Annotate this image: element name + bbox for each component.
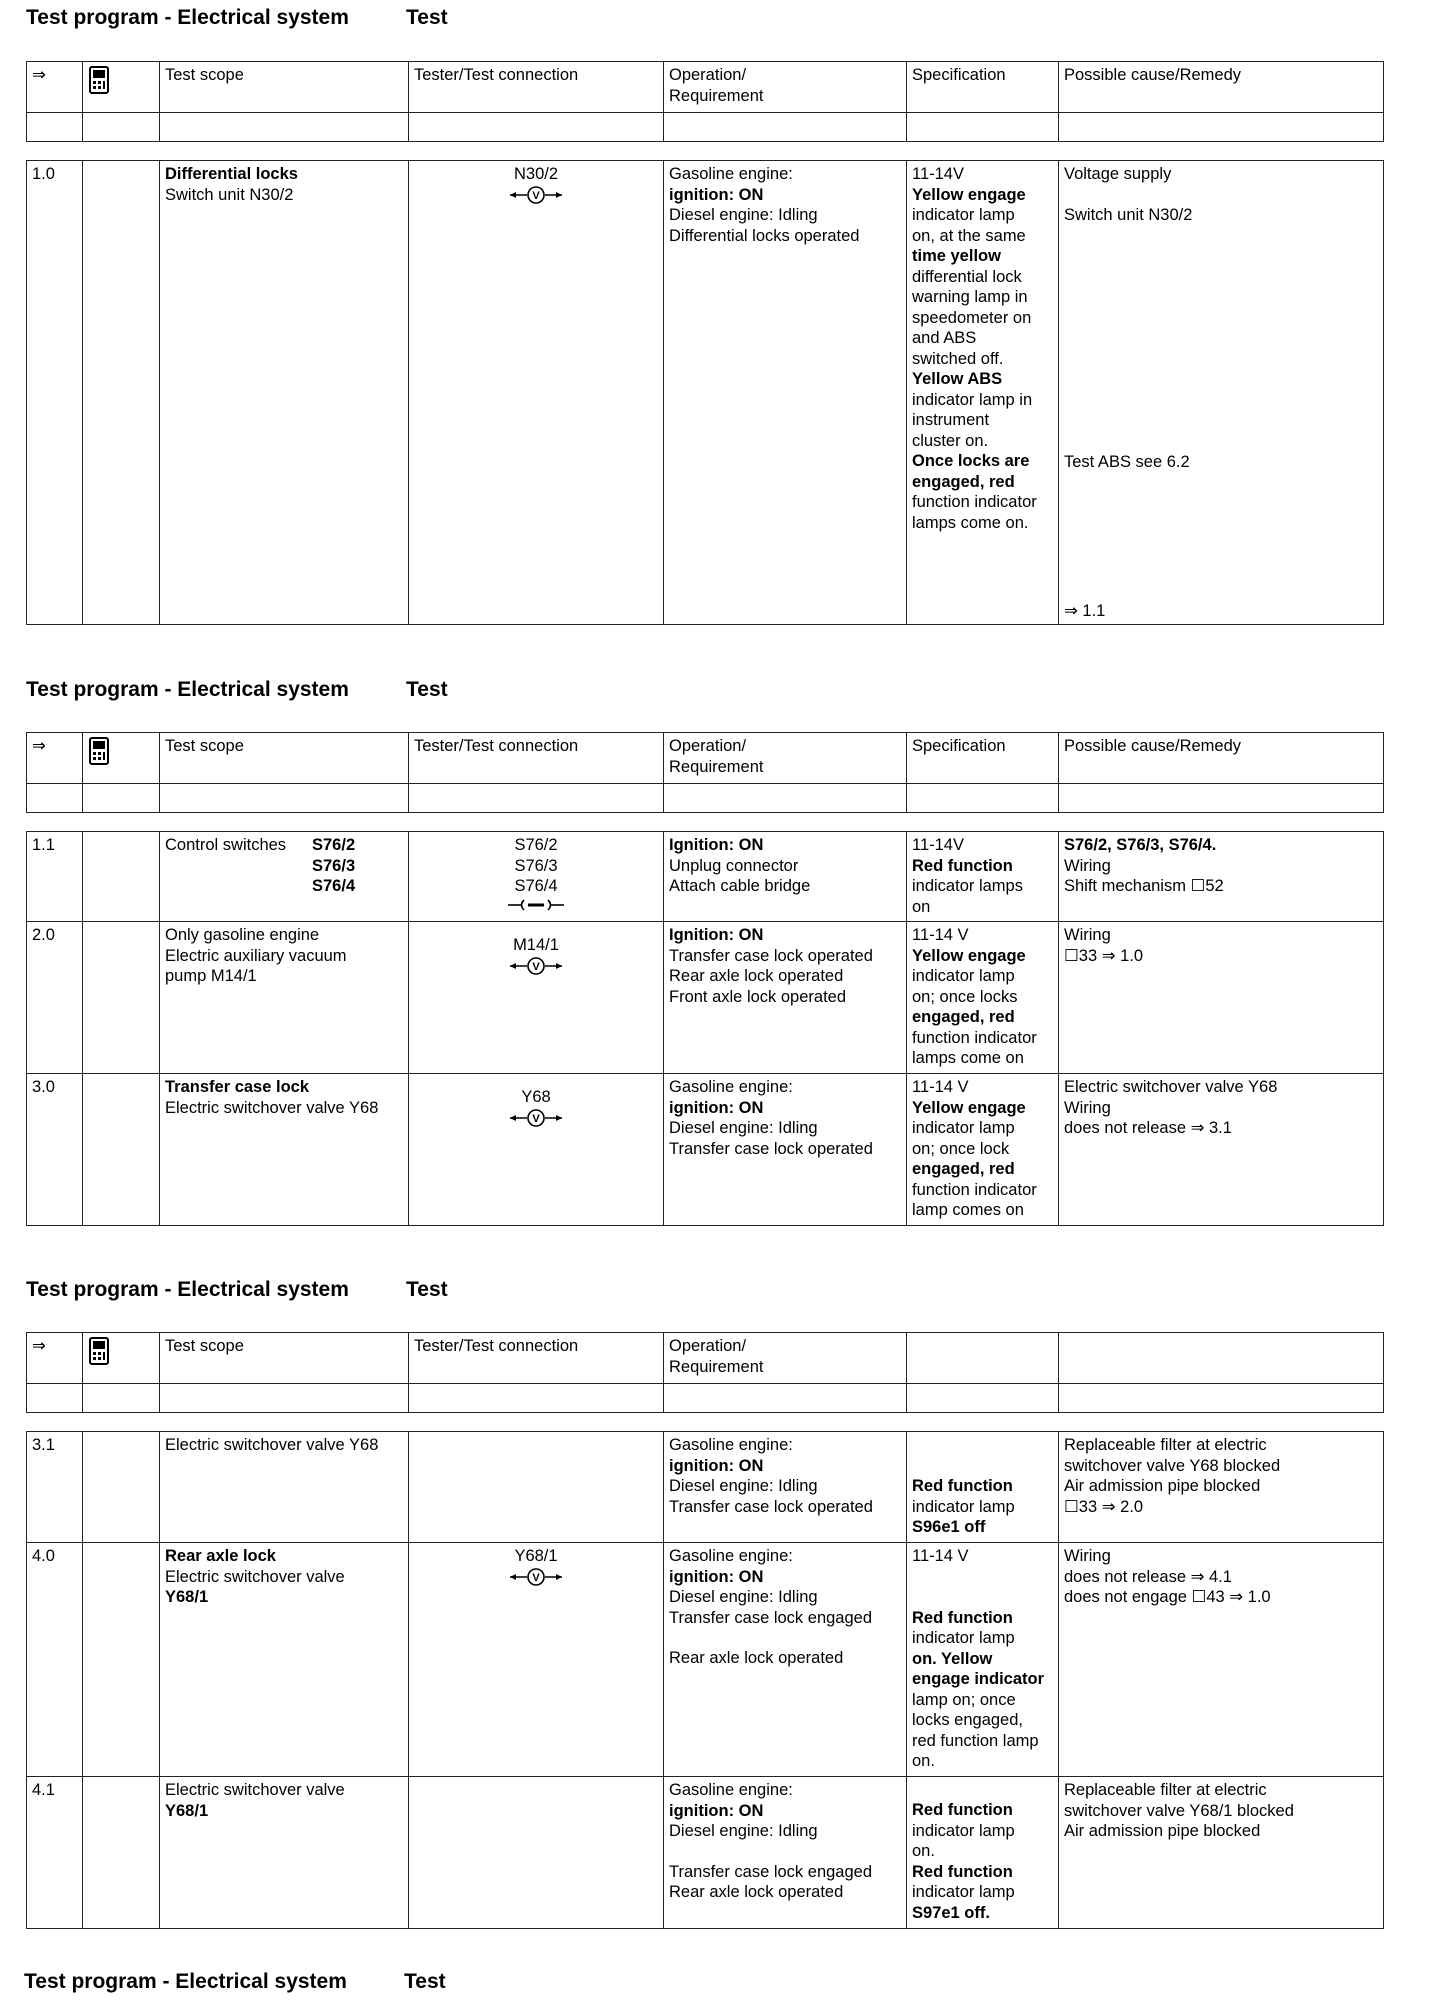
remedy-line: Replaceable filter at electric [1064, 1436, 1267, 1454]
operation-header-line: Requirement [669, 1357, 764, 1376]
operation-line: Gasoline engine: [669, 165, 793, 183]
step-number: 3.0 [27, 1074, 83, 1226]
header-row [27, 1333, 1384, 1384]
operation-line: Rear axle lock operated [669, 967, 844, 985]
spec-line: Yellow engage [912, 1098, 1026, 1117]
spec-line: function indicator [912, 1180, 1037, 1199]
test-scope-header: Test scope [160, 1333, 409, 1384]
section-subtitle: Test [406, 1278, 448, 1301]
spec-line: and ABS [912, 329, 977, 347]
header-row [27, 62, 1384, 113]
specification [907, 832, 1059, 922]
operation-header-line: Operation/ [669, 737, 747, 755]
operation-line: Diesel engine: Idling [669, 1119, 818, 1137]
specification [907, 161, 1059, 625]
test-scope [160, 832, 409, 922]
remedy [1059, 922, 1384, 1074]
spec-line: lamp comes on [912, 1201, 1024, 1219]
tester-connection [409, 1432, 664, 1543]
operation-line: Diesel engine: Idling [669, 1588, 818, 1606]
operation [664, 1432, 907, 1543]
table-row [27, 1432, 1384, 1543]
section-title-text: Test program - Electrical system [26, 6, 349, 29]
operation-header [664, 62, 907, 113]
scope-line: Only gasoline engine [165, 926, 320, 944]
remedy-line: Replaceable filter at electric [1064, 1781, 1267, 1799]
spec-line: differential lock [912, 267, 1022, 286]
test-scope [160, 161, 409, 625]
operation [664, 1074, 907, 1226]
operation-line: Front axle lock operated [669, 987, 847, 1006]
table-row [27, 922, 1384, 1074]
remedy-line: Shift mechanism ☐52 [1064, 877, 1224, 895]
test-scope [160, 1432, 409, 1543]
specification [907, 922, 1059, 1074]
test-scope-header: Test scope [160, 733, 409, 784]
spec-line: engaged, red [912, 1008, 1015, 1026]
tester-connection [409, 1777, 664, 1929]
table-row [27, 161, 1384, 625]
spec-line: time yellow [912, 247, 1001, 265]
spec-line: 11-14 V [912, 926, 969, 944]
section-title [26, 678, 448, 702]
spec-line: S97e1 off. [912, 1903, 990, 1922]
remedy [1059, 161, 1384, 625]
test-scope [160, 1777, 409, 1929]
operation-line: Transfer case lock operated [669, 1497, 873, 1516]
step-number: 2.0 [27, 922, 83, 1074]
scope-line: pump M14/1 [165, 967, 257, 985]
arrow-header: ⇒ [27, 1333, 83, 1384]
spec-line: on [912, 897, 931, 916]
operation-line: Diesel engine: Idling [669, 1477, 818, 1495]
step-number: 1.0 [27, 161, 83, 625]
section-title-text: Test program - Electrical system [26, 678, 349, 701]
spec-line: Yellow engage [912, 946, 1026, 965]
operation [664, 922, 907, 1074]
table-row [27, 832, 1384, 922]
operation [664, 1777, 907, 1929]
operation-line [669, 835, 901, 856]
voltmeter-symbol-icon [508, 1573, 564, 1591]
remedy-line: Air admission pipe blocked [1064, 1822, 1261, 1840]
test-scope-header: Test scope [160, 62, 409, 113]
spec-line: on, at the same [912, 226, 1026, 245]
step-number: 4.0 [27, 1543, 83, 1777]
spec-line: engaged, red [912, 472, 1015, 491]
section-title [26, 1278, 448, 1302]
voltmeter-symbol-icon [508, 1114, 564, 1132]
section-subtitle: Test [406, 6, 448, 29]
spec-line: indicator lamp [912, 967, 1015, 985]
tester-connection-label: Y68/1 [514, 1547, 558, 1565]
section-title [26, 6, 448, 30]
spec-line: Red function [912, 1477, 1013, 1495]
spec-line: switched off. [912, 349, 1004, 368]
operation-line: ignition: ON [669, 1801, 764, 1820]
remedy-line: switchover valve Y68/1 blocked [1064, 1801, 1294, 1820]
operation-line: ignition: ON [669, 185, 764, 204]
spec-line: 11-14V [912, 836, 964, 854]
spec-line: warning lamp in [912, 288, 1028, 306]
spec-line: engaged, red [912, 1160, 1015, 1178]
spec-line: engage indicator [912, 1670, 1045, 1688]
step-number: 4.1 [27, 1777, 83, 1929]
remedy-next-step-link[interactable]: ⇒ 1.1 [1064, 602, 1106, 620]
tester-connection-label: Y68 [521, 1088, 551, 1106]
spec-line: Red function [912, 1608, 1013, 1627]
spec-line: function indicator [912, 493, 1037, 511]
scope-line: Electric auxiliary vacuum [165, 946, 347, 965]
specification-header: Specification [907, 62, 1059, 113]
header-subrow [27, 113, 1384, 142]
tester-connection-label: S76/4 [514, 877, 558, 895]
spec-line: Yellow ABS [912, 370, 1003, 388]
remedy [1059, 1432, 1384, 1543]
tester-connection-label: M14/1 [513, 936, 559, 954]
svg-text:V: V [532, 960, 540, 973]
operation-line: Attach cable bridge [669, 877, 811, 895]
remedy [1059, 832, 1384, 922]
tester-cell [83, 1543, 160, 1777]
remedy-line: Test ABS see 6.2 [1064, 453, 1190, 471]
remedy-line: Air admission pipe blocked [1064, 1477, 1261, 1495]
spec-line: Yellow engage [912, 185, 1026, 204]
tester-cell [83, 1432, 160, 1543]
spec-line: locks engaged, [912, 1711, 1023, 1729]
tester-cell [83, 1074, 160, 1226]
section-subtitle: Test [404, 1970, 446, 1993]
operation-line: Rear axle lock operated [669, 1649, 844, 1667]
section-title [24, 1970, 446, 1994]
tester-header: Tester/Test connection [409, 62, 664, 113]
test-scope [160, 1074, 409, 1226]
remedy-link[interactable]: does not release ⇒ 3.1 [1064, 1119, 1232, 1137]
tester-connection [409, 161, 664, 625]
remedy-line [1064, 205, 1378, 226]
operation-header-line: Requirement [669, 757, 764, 776]
spec-line: cluster on. [912, 431, 989, 450]
spec-line: Red function [912, 1801, 1013, 1819]
operation-line: Ignition: ON [669, 926, 764, 944]
spec-line: 11-14V [912, 165, 964, 183]
scope-line: Transfer case lock [165, 1078, 310, 1096]
spec-line: indicator lamp [912, 206, 1015, 224]
step-number: 3.1 [27, 1432, 83, 1543]
header-table [26, 61, 1384, 142]
tester-cell [83, 161, 160, 625]
operation [664, 1543, 907, 1777]
scope-line: Rear axle lock [165, 1547, 276, 1565]
scope-line: Electric switchover valve Y68 [165, 1436, 379, 1454]
specification [907, 1432, 1059, 1543]
scope-line: Switch unit N30/2 [165, 185, 294, 204]
table-row [27, 1777, 1384, 1929]
spec-line: 11-14 V [912, 1547, 969, 1565]
header-table [26, 1332, 1384, 1413]
spec-line: indicator lamps [912, 877, 1023, 895]
remedy-link[interactable]: does not engage ☐43 ⇒ 1.0 [1064, 1588, 1271, 1606]
spec-line: instrument [912, 411, 990, 429]
remedy-link[interactable]: ☐33 ⇒ 2.0 [1064, 1497, 1144, 1516]
remedy-link[interactable]: ☐33 ⇒ 1.0 [1064, 946, 1144, 965]
operation-line: Rear axle lock operated [669, 1883, 844, 1901]
tester-connection [409, 922, 664, 1074]
operation-header [664, 733, 907, 784]
specification-header [907, 1333, 1059, 1384]
spec-line: lamps come on [912, 1049, 1024, 1067]
spec-line: on. [912, 1842, 935, 1860]
test-scope [160, 1543, 409, 1777]
remedy-line: Voltage supply [1064, 165, 1172, 183]
spec-line: indicator lamp [912, 1821, 1015, 1840]
operation-line: Diesel engine: Idling [669, 1822, 818, 1840]
header-subrow [27, 784, 1384, 813]
scope-line: Y68/1 [165, 1801, 209, 1820]
tester-cell [83, 1777, 160, 1929]
tester-header: Tester/Test connection [409, 1333, 664, 1384]
tester-header: Tester/Test connection [409, 733, 664, 784]
section-subtitle: Test [406, 678, 448, 701]
voltmeter-symbol-icon [508, 962, 564, 980]
operation-line: Gasoline engine: [669, 1078, 793, 1096]
remedy-line: switchover valve Y68 blocked [1064, 1456, 1281, 1475]
operation-line: Transfer case lock engaged [669, 1862, 873, 1881]
scope-line: Electric switchover valve [165, 1567, 345, 1586]
operation-header-line: Operation/ [669, 1337, 747, 1355]
remedy-line: Electric switchover valve Y68 [1064, 1078, 1278, 1096]
spec-line: indicator lamp [912, 1119, 1015, 1137]
spec-line: speedometer on [912, 308, 1032, 327]
operation [664, 161, 907, 625]
tester-connection [409, 832, 664, 922]
operation-line: Unplug connector [669, 856, 799, 875]
remedy [1059, 1543, 1384, 1777]
operation-line: ignition: ON [669, 1098, 764, 1117]
scope-line: Electric switchover valve [165, 1781, 345, 1799]
svg-text:V: V [532, 189, 540, 202]
tester-cell [83, 922, 160, 1074]
operation-line: Gasoline engine: [669, 1436, 793, 1454]
operation-header-line: Operation/ [669, 66, 747, 84]
remedy-header [1059, 1333, 1384, 1384]
spec-line: indicator lamp in [912, 390, 1033, 409]
spec-line: lamp on; once [912, 1690, 1016, 1709]
scope-switch-id: S76/2 [312, 836, 356, 854]
operation-text: Ignition: ON [669, 836, 764, 854]
voltmeter-symbol-icon [508, 191, 564, 209]
spec-line: indicator lamp [912, 1629, 1015, 1647]
operation-header-line: Requirement [669, 86, 764, 105]
tester-icon [83, 1333, 160, 1384]
remedy [1059, 1074, 1384, 1226]
scope-line: Control switches [165, 836, 287, 854]
spec-line: 11-14 V [912, 1078, 969, 1096]
spec-line: lamps come on. [912, 513, 1029, 532]
test-scope [160, 922, 409, 1074]
spec-line: on. [912, 1752, 935, 1770]
tester-icon [83, 733, 160, 784]
tester-connection [409, 1543, 664, 1777]
header-row [27, 733, 1384, 784]
operation-line: Diesel engine: Idling [669, 206, 818, 224]
operation [664, 832, 907, 922]
tester-connection-label: N30/2 [513, 165, 559, 183]
arrow-header: ⇒ [27, 733, 83, 784]
remedy-line: Wiring [1064, 1547, 1111, 1565]
remedy-line: Wiring [1064, 1098, 1111, 1117]
table-row [27, 1543, 1384, 1777]
scope-switch-id: S76/3 [312, 856, 356, 875]
test-table-2 [26, 831, 1384, 1226]
spec-line: on; once lock [912, 1139, 1010, 1158]
spec-line: indicator lamp [912, 1497, 1015, 1516]
spec-line: Red function [912, 1862, 1013, 1881]
tester-cell [83, 832, 160, 922]
remedy-switch-unit: Switch unit N30/2 [1064, 205, 1193, 224]
section-title-text: Test program - Electrical system [26, 1278, 349, 1301]
operation-line: Transfer case lock engaged [669, 1608, 873, 1627]
specification-header: Specification [907, 733, 1059, 784]
test-table-1 [26, 160, 1384, 625]
cable-bridge-symbol-icon [506, 899, 566, 917]
operation-line: Gasoline engine: [669, 1547, 793, 1565]
arrow-header: ⇒ [27, 62, 83, 113]
spec-line: indicator lamp [912, 1883, 1015, 1901]
scope-line: Y68/1 [165, 1588, 209, 1606]
tester-connection-label: S76/3 [514, 856, 558, 875]
spec-line: red function lamp [912, 1731, 1039, 1750]
table-row [27, 1074, 1384, 1226]
operation-line: ignition: ON [669, 1567, 764, 1586]
remedy-line: S76/2, S76/3, S76/4. [1064, 836, 1217, 854]
spec-line: on; once locks [912, 987, 1018, 1006]
tester-icon [83, 62, 160, 113]
header-table [26, 732, 1384, 813]
operation-line: Differential locks operated [669, 226, 860, 245]
spec-line: S96e1 off [912, 1518, 986, 1536]
step-number: 1.1 [27, 832, 83, 922]
svg-text:V: V [532, 1571, 540, 1584]
remedy [1059, 1777, 1384, 1929]
operation-line: ignition: ON [669, 1456, 764, 1475]
spec-line: on. Yellow [912, 1649, 993, 1668]
section-title-text: Test program - Electrical system [24, 1970, 347, 1993]
remedy-line: Wiring [1064, 856, 1111, 875]
operation-line: Transfer case lock operated [669, 1139, 873, 1158]
specification [907, 1777, 1059, 1929]
spec-line: Red function [912, 856, 1013, 875]
remedy-link[interactable]: does not release ⇒ 4.1 [1064, 1567, 1232, 1586]
spec-line: Once locks are [912, 452, 1030, 470]
tester-connection-label: S76/2 [514, 836, 558, 854]
specification [907, 1543, 1059, 1777]
scope-line: Electric switchover valve Y68 [165, 1098, 379, 1117]
specification [907, 1074, 1059, 1226]
operation-line: Gasoline engine: [669, 1781, 793, 1799]
scope-line: Differential locks [165, 165, 298, 183]
scope-switch-id: S76/4 [312, 877, 356, 895]
operation-line: Transfer case lock operated [669, 946, 873, 965]
tester-connection [409, 1074, 664, 1226]
spec-line: function indicator [912, 1028, 1037, 1047]
remedy-header: Possible cause/Remedy [1059, 62, 1384, 113]
test-table-3 [26, 1431, 1384, 1929]
remedy-header: Possible cause/Remedy [1059, 733, 1384, 784]
svg-text:V: V [532, 1112, 540, 1125]
header-subrow [27, 1384, 1384, 1413]
operation-header [664, 1333, 907, 1384]
remedy-line: Wiring [1064, 926, 1111, 944]
